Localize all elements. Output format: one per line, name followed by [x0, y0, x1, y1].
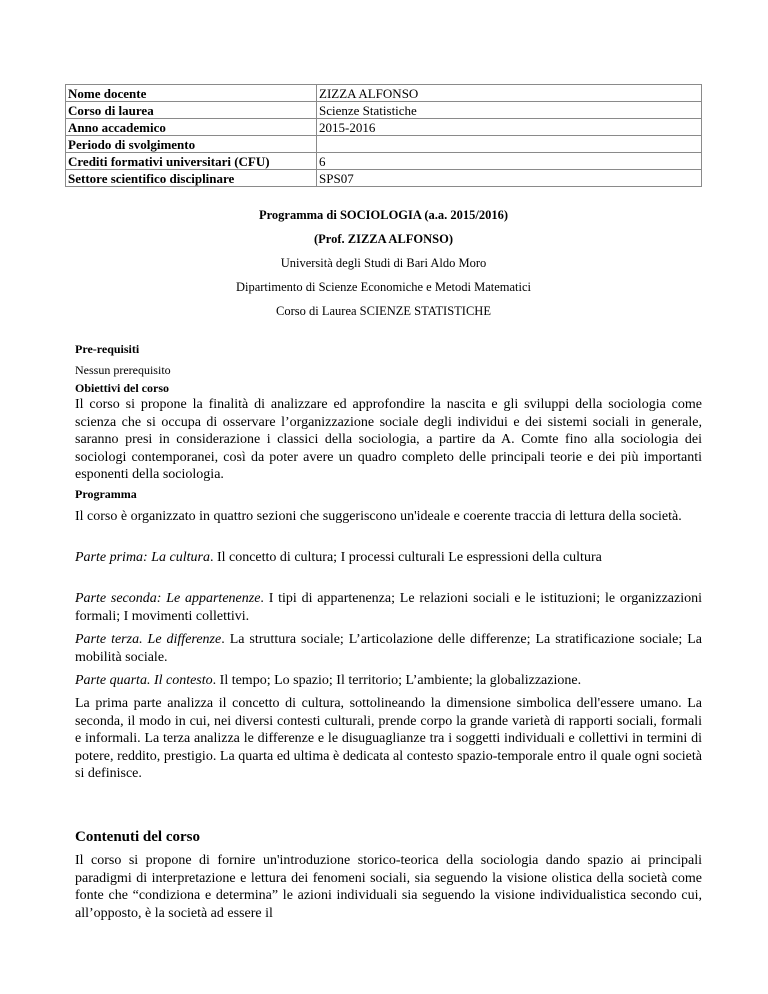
programma-title: Programma di SOCIOLOGIA (a.a. 2015/2016) [258, 208, 509, 222]
table-row [66, 136, 702, 153]
info-value: Scienze Statistiche [317, 102, 702, 119]
programma-intro: Il corso è organizzato in quattro sezioni che suggeriscono un'ideale e coerente traccia di lettura della società. [75, 509, 682, 524]
info-label: Corso di laurea [66, 102, 317, 119]
contenuti-text: Il corso si propone di fornire un'introduzione storico-teorica della sociologia dando spazio ai principali paradigmi di interpretazione e lettura dei fenomeni sociali, sia seguendo la visione olistica della società come fonte che “condiziona e determina” le azioni individuali sia seguendo la visione individualistica secondo cui, all’opposto, è la società ad essere il [75, 853, 702, 921]
part-title: Parte terza. Le differenze [75, 632, 222, 647]
info-label: Crediti formativi universitari (CFU) [66, 153, 317, 170]
info-value: SPS07 [317, 170, 702, 187]
part-text: . I tipi di appartenenza; Le relazioni sociali e le istituzioni; le organizzazioni formali; I movimenti collettivi. [75, 591, 702, 624]
table-row [66, 170, 702, 187]
obiettivi-text: Il corso si propone la finalità di analizzare ed approfondire la nascita e gli sviluppi della sociologia come scienza che si occupa di osservare l’organizzazione sociale degli individui e dei sistemi sociali in generale, saranno presi in considerazione i classici della sociologia, a partire da A. Comte fino alla sociologia dei sociologi contemporanei, così da poter avere un quadro completo delle principali teorie e dei più importanti esponenti della sociologia. [75, 397, 702, 483]
professor-line: (Prof. ZIZZA ALFONSO) [313, 232, 454, 246]
info-label: Nome docente [66, 85, 317, 102]
programma-heading: Programma [75, 487, 137, 501]
part-two [75, 590, 702, 625]
table-row [66, 85, 702, 102]
part-text: . Il tempo; Lo spazio; Il territorio; L’ambiente; la globalizzazione. [212, 673, 582, 688]
info-label: Settore scientifico disciplinare [66, 170, 317, 187]
table-row [66, 153, 702, 170]
prerequisiti-heading: Pre-requisiti [75, 342, 140, 356]
course-info-table [65, 84, 702, 187]
obiettivi-heading: Obiettivi del corso [75, 381, 169, 395]
part-three [75, 631, 702, 666]
info-value: 2015-2016 [317, 119, 702, 136]
part-title: Parte prima: La cultura [75, 550, 210, 565]
part-one [75, 549, 702, 567]
contenuti-heading: Contenuti del corso [75, 829, 200, 845]
department-line: Dipartimento di Scienze Economiche e Metodi Matematici [235, 280, 532, 294]
info-label: Anno accademico [66, 119, 317, 136]
part-text: . Il concetto di cultura; I processi culturali Le espressioni della cultura [209, 550, 602, 565]
info-value: 6 [317, 153, 702, 170]
course-line: Corso di Laurea SCIENZE STATISTICHE [276, 304, 491, 318]
university-line: Università degli Studi di Bari Aldo Moro [280, 256, 487, 270]
info-value: ZIZZA ALFONSO [317, 85, 702, 102]
programma-summary: La prima parte analizza il concetto di cultura, sottolineando la dimensione simbolica dell'essere umano. La seconda, il modo in cui, nei diversi contesti culturali, prende corpo la grande varietà di rapporti sociali, formali e informali. La terza analizza le differenze e le disuguaglianze tra i soggetti individuali e collettivi in termini di potere, reddito, prestigio. La quarta ed ultima è dedicata al contesto spazio-temporale entro il quale ogni società si definisce. [75, 696, 702, 782]
table-row [66, 119, 702, 136]
part-title: Parte quarta. Il contesto [75, 673, 213, 688]
info-value [317, 136, 702, 153]
part-title: Parte seconda: Le appartenenze [75, 591, 261, 606]
part-text: . La struttura sociale; L’articolazione delle differenze; La stratificazione sociale; La mobilità sociale. [75, 632, 702, 665]
info-label: Periodo di svolgimento [66, 136, 317, 153]
table-row [66, 102, 702, 119]
prerequisiti-text: Nessun prerequisito [75, 363, 171, 377]
part-four [75, 672, 702, 690]
